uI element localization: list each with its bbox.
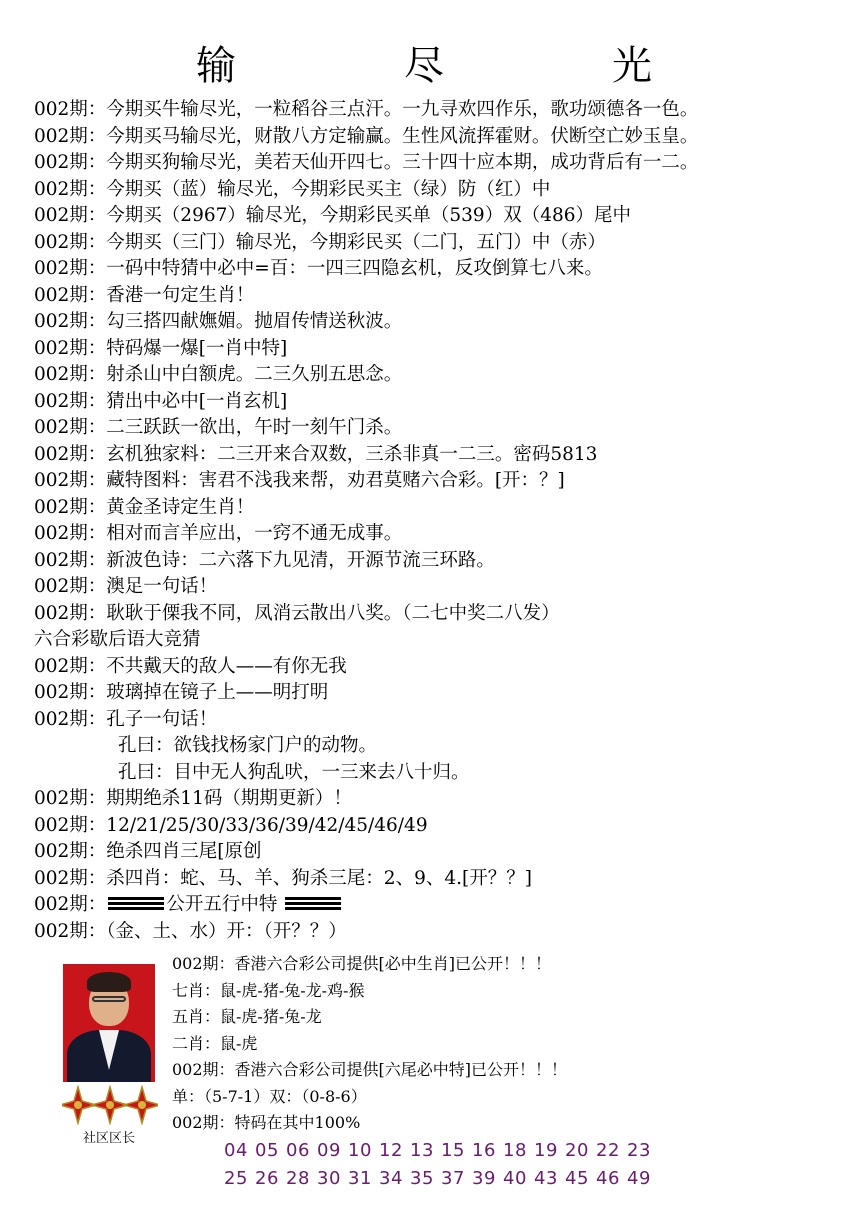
number: 19	[534, 1140, 558, 1161]
number: 26	[255, 1168, 279, 1189]
info-line: 单：（5-7-1）双：（0-8-6）	[172, 1086, 367, 1106]
number: 16	[472, 1140, 496, 1161]
text-line: 002期：香港一句定生肖！	[34, 284, 255, 306]
text-line: 002期：二三跃跃一欲出，午时一刻午门杀。	[34, 417, 403, 438]
text-line: 002期：杀四肖：蛇、马、羊、狗杀三尾：2、9、4.[开？？]	[34, 867, 532, 889]
text-line: 002期：相对而言羊应出，一窍不通无成事。	[34, 523, 403, 544]
glasses-shape	[92, 996, 126, 1002]
number: 30	[317, 1168, 341, 1189]
wuxing-text: 公开五行中特	[166, 894, 278, 915]
number: 10	[348, 1140, 372, 1161]
info-line: 002期：香港六合彩公司提供[六尾必中特]已公开！！！	[172, 1060, 568, 1079]
text-line: 002期：期期绝杀11码（期期更新）！	[34, 788, 352, 809]
number: 15	[441, 1140, 465, 1161]
medal-icon	[124, 1087, 158, 1123]
text-line: 002期：一码中特猜中必中=百：一四三四隐玄机，反攻倒算七八来。	[34, 258, 603, 279]
number: 45	[565, 1168, 589, 1189]
text-line: 002期：黄金圣诗定生肖！	[34, 496, 255, 518]
number: 49	[627, 1168, 651, 1189]
portrait-photo	[63, 964, 155, 1082]
number: 31	[348, 1168, 372, 1189]
text-line: 002期：耿耿于傈我不同，凤消云散出八奖。（二七中奖二八发）	[34, 602, 560, 624]
kong-line: 孔曰：欲钱找杨家门户的动物。	[118, 735, 378, 756]
text-line: 002期：玻璃掉在镜子上——明打明	[34, 682, 329, 703]
number: 43	[534, 1168, 558, 1189]
medals-icon	[62, 1085, 158, 1127]
info-line: 七肖：鼠-虎-猪-兔-龙-鸡-猴	[172, 980, 365, 1000]
number: 05	[255, 1140, 279, 1161]
number: 25	[224, 1168, 248, 1189]
text-line: 002期：今期买牛输尽光，一粒稻谷三点汗。一九寻欢四作乐，歌功颂德各一色。	[34, 99, 699, 120]
text-line: 002期：今期买（2967）输尽光，今期彩民买单（539）双（486）尾中	[34, 205, 632, 226]
content-lines	[34, 97, 834, 945]
number: 06	[286, 1140, 310, 1161]
text-line: 002期：新波色诗：二六落下九见清，开源节流三环路。	[34, 549, 495, 571]
number: 18	[503, 1140, 527, 1161]
number: 04	[224, 1140, 248, 1161]
text-line: 002期：澳足一句话！	[34, 576, 218, 597]
text-line: 002期：今期买（蓝）输尽光，今期彩民买主（绿）防（红）中	[34, 178, 551, 200]
wuxing-prefix: 002期：	[34, 894, 107, 915]
text-line: 002期：今期买（三门）输尽光，今期彩民买（二门，五门）中（赤）	[34, 231, 606, 253]
info-line: 二肖：鼠-虎	[172, 1033, 258, 1053]
info-line: 002期：特码在其中100%	[172, 1113, 361, 1132]
number: 23	[627, 1140, 651, 1161]
number: 22	[596, 1140, 620, 1161]
info-line: 002期：香港六合彩公司提供[必中生肖]已公开！！！	[172, 954, 552, 973]
numbers-row-1	[224, 1140, 674, 1161]
text-line: 002期：今期买狗输尽光，美若天仙开四七。三十四十应本期，成功背后有一二。	[34, 152, 699, 173]
info-block	[172, 951, 832, 1137]
hair-shape	[87, 972, 131, 992]
text-line: 002期：勾三搭四献嫵媚。抛眉传情送秋波。	[34, 311, 403, 332]
text-line: 002期：孔子一句话！	[34, 708, 218, 730]
number: 34	[379, 1168, 403, 1189]
number: 12	[379, 1140, 403, 1161]
section-heading: 六合彩歇后语大竞猜	[34, 629, 201, 650]
text-line: 002期：不共戴天的敌人——有你无我	[34, 655, 347, 677]
text-line: 002期：射杀山中白额虎。二三久别五思念。	[34, 364, 403, 385]
number: 28	[286, 1168, 310, 1189]
text-line: 002期：今期买马输尽光，财散八方定输赢。生性风流挥霍财。伏断空亡妙玉皇。	[34, 125, 699, 147]
text-line: 002期：藏特图料：害君不浅我来帮，劝君莫赌六合彩。[开：？]	[34, 470, 565, 491]
info-line: 五肖：鼠-虎-猪-兔-龙	[172, 1007, 322, 1026]
text-line: 002期：特码爆一爆[一肖中特]	[34, 337, 288, 359]
text-line: 002期：玄机独家料：二三开来合双数，三杀非真一二三。密码5813	[34, 443, 598, 465]
numbers-row-2	[224, 1168, 674, 1189]
number: 13	[410, 1140, 434, 1161]
triple-bar-icon	[108, 897, 164, 910]
number: 35	[410, 1168, 434, 1189]
page-title: 输 尽 光	[196, 43, 716, 89]
text-line: 002期：绝杀四肖三尾[原创	[34, 841, 262, 862]
portrait-caption: 社区区长	[82, 1131, 135, 1146]
number: 40	[503, 1168, 527, 1189]
text-line: 002期：猜出中必中[一肖玄机]	[34, 390, 288, 412]
text-line: 002期：（金、土、水）开：（开？？）	[34, 920, 347, 942]
number: 37	[441, 1168, 465, 1189]
kong-line: 孔曰：目中无人狗乱吠，一三来去八十归。	[118, 761, 470, 783]
wuxing-line	[34, 892, 834, 919]
number: 20	[565, 1140, 589, 1161]
number: 46	[596, 1168, 620, 1189]
number: 09	[317, 1140, 341, 1161]
number: 39	[472, 1168, 496, 1189]
text-line: 002期：12/21/25/30/33/36/39/42/45/46/49	[34, 814, 428, 836]
triple-bar-icon	[285, 897, 341, 910]
